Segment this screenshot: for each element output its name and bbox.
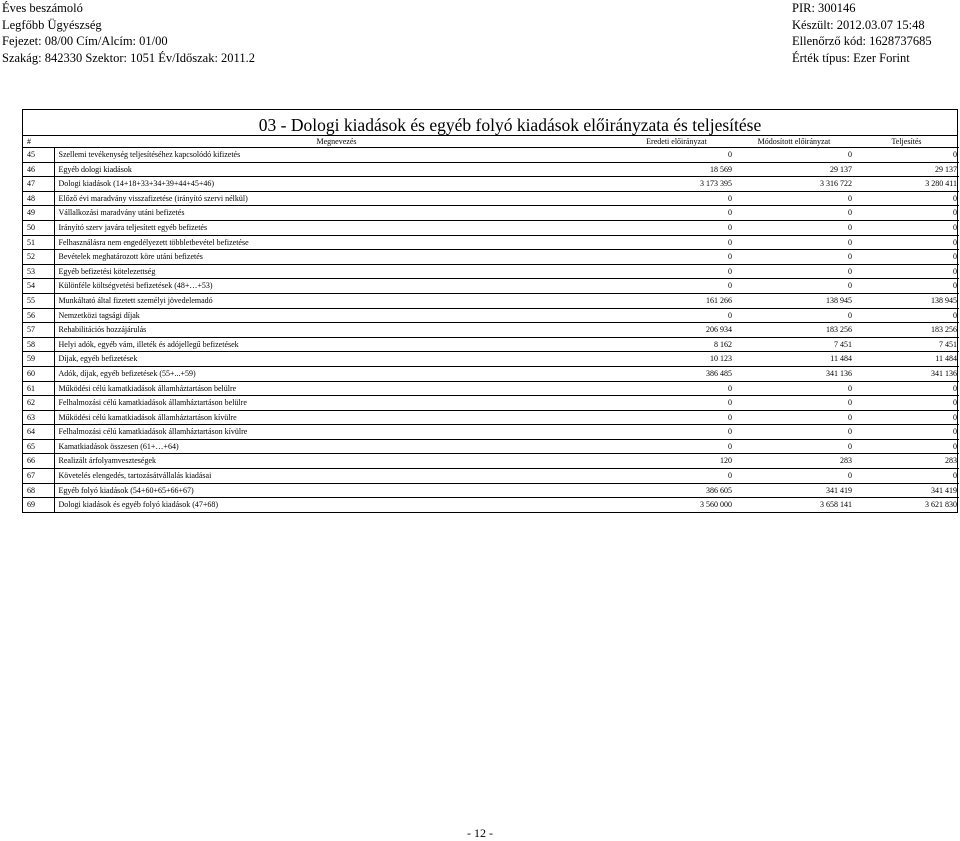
cell-actual: 0 [854,148,959,163]
cell-modified: 283 [734,454,854,469]
cell-actual: 0 [854,191,959,206]
cell-original: 0 [619,425,734,440]
cell-num: 61 [23,381,54,396]
cell-name: Dologi kiadások (14+18+33+34+39+44+45+46) [54,177,619,192]
cell-modified: 341 419 [734,483,854,498]
cell-modified: 0 [734,206,854,221]
cell-num: 57 [23,323,54,338]
table-row [23,191,959,206]
table-row [23,264,959,279]
table-row [23,293,959,308]
cell-modified: 0 [734,264,854,279]
institution-name: Legfőbb Ügyészség [2,17,102,32]
cell-actual: 29 137 [854,162,959,177]
cell-name: Kamatkiadások összesen (61+…+64) [54,439,619,454]
cell-num: 50 [23,220,54,235]
cell-actual: 0 [854,279,959,294]
table-row [23,162,959,177]
cell-original: 0 [619,250,734,265]
cell-name: Egyéb folyó kiadások (54+60+65+66+67) [54,483,619,498]
cell-modified: 0 [734,469,854,484]
cell-actual: 341 419 [854,483,959,498]
cell-name: Követelés elengedés, tartozásátvállalás kiadásai [54,469,619,484]
cell-modified: 3 658 141 [820,500,852,510]
cell-actual: 0 [854,381,959,396]
cell-modified: 11 484 [734,352,854,367]
cell-name: Működési célú kamatkiadások államháztartáson belülre [54,381,619,396]
value-type: Érték típus: Ezer Forint [792,50,910,65]
cell-name: Bevételek meghatározott köre utáni befizetés [54,250,619,265]
column-header-actual: Teljesítés [854,136,959,148]
cell-actual: 0 [854,264,959,279]
cell-original: 0 [619,235,734,250]
cell-original: 0 [619,410,734,425]
cell-original: 0 [619,396,734,411]
cell-original: 0 [619,148,734,163]
cell-num: 65 [23,439,54,454]
table-row [23,148,959,163]
table-row [23,396,959,411]
cell-num: 47 [23,177,54,192]
cell-num: 63 [23,410,54,425]
cell-original: 0 [619,191,734,206]
cell-actual: 0 [854,439,959,454]
report-table [23,136,959,512]
cell-original: 3 560 000 [700,500,732,510]
checksum-code: Ellenőrző kód: 1628737685 [792,34,932,48]
cell-num: 64 [23,425,54,440]
cell-original: 0 [619,220,734,235]
table-row [23,352,959,367]
cell-actual: 3 621 830 [925,500,957,510]
cell-original: 10 123 [619,352,734,367]
cell-name: Egyéb dologi kiadások [54,162,619,177]
cell-modified: 0 [734,410,854,425]
table-row [23,483,959,498]
cell-num: 69 [23,498,54,512]
cell-actual: 283 [854,454,959,469]
table-row [23,279,959,294]
table-row [23,323,959,338]
cell-num: 56 [23,308,54,323]
cell-original: 0 [619,469,734,484]
cell-original: 0 [619,264,734,279]
cell-actual: 0 [854,469,959,484]
chapter-title: Fejezet: 08/00 Cím/Alcím: 01/00 [2,34,168,48]
cell-num: 49 [23,206,54,221]
cell-original: 3 173 395 [619,177,734,192]
cell-actual: 3 280 411 [854,177,959,192]
cell-actual: 0 [854,425,959,440]
cell-actual: 0 [854,250,959,265]
cell-actual: 0 [854,396,959,411]
column-header-name: Megnevezés [54,136,619,148]
cell-num: 59 [23,352,54,367]
table-row [23,410,959,425]
cell-num: 66 [23,454,54,469]
table-row [23,337,959,352]
cell-modified: 0 [734,148,854,163]
cell-name: Irányító szerv javára teljesített egyéb befizetés [54,220,619,235]
cell-name: Különféle költségvetési befizetések (48+…+53) [54,279,619,294]
cell-num: 48 [23,191,54,206]
cell-modified: 341 136 [734,366,854,381]
table-row [23,177,959,192]
cell-modified: 7 451 [734,337,854,352]
cell-num: 68 [23,483,54,498]
cell-modified: 0 [734,308,854,323]
cell-original: 386 485 [619,366,734,381]
cell-name: Helyi adók, egyéb vám, illeték és adójellegű befizetések [54,337,619,352]
cell-name: Felhalmozási célú kamatkiadások államháztartáson kívülre [54,425,619,440]
cell-name: Felhasználásra nem engedélyezett többletbevétel befizetése [54,235,619,250]
header-right [792,0,932,66]
cell-name: Előző évi maradvány visszafizetése (irányító szervi nélkül) [54,191,619,206]
column-header-num: # [23,136,54,148]
cell-num: 51 [23,235,54,250]
cell-name: Vállalkozási maradvány utáni befizetés [54,206,619,221]
cell-name: Szellemi tevékenység teljesítéséhez kapcsolódó kifizetés [54,148,619,163]
cell-name: Realizált árfolyamveszteségek [54,454,619,469]
cell-actual: 138 945 [854,293,959,308]
cell-original: 120 [619,454,734,469]
cell-modified: 29 137 [734,162,854,177]
cell-original: 0 [619,439,734,454]
table-body [23,148,959,512]
cell-actual: 0 [854,235,959,250]
cell-modified: 0 [734,250,854,265]
table-row [23,381,959,396]
cell-original: 0 [619,308,734,323]
cell-name: Adók, díjak, egyéb befizetések (55+...+59) [54,366,619,381]
table-row [23,235,959,250]
cell-modified: 0 [734,439,854,454]
column-header-modified: Módosított előirányzat [734,136,854,148]
report-table-container [22,109,958,513]
cell-modified: 0 [734,235,854,250]
cell-modified: 183 256 [734,323,854,338]
cell-actual: 0 [854,206,959,221]
cell-num: 52 [23,250,54,265]
cell-num: 62 [23,396,54,411]
cell-name: Munkáltató által fizetett személyi jövedelemadó [54,293,619,308]
report-type: Éves beszámoló [2,1,83,15]
cell-name: Rehabilitációs hozzájárulás [54,323,619,338]
cell-original: 0 [619,381,734,396]
table-row [23,454,959,469]
cell-name: Működési célú kamatkiadások államháztartáson kívülre [54,410,619,425]
table-row [23,425,959,440]
cell-name: Dologi kiadások és egyéb folyó kiadások (47+68) [58,500,219,510]
table-header-row [23,136,959,148]
page-number: - 12 - [467,826,493,840]
table-row [23,206,959,221]
cell-original: 18 569 [619,162,734,177]
header-left [2,0,255,66]
cell-modified: 0 [734,425,854,440]
cell-modified: 0 [734,381,854,396]
cell-num: 67 [23,469,54,484]
cell-modified: 138 945 [734,293,854,308]
cell-original: 0 [619,206,734,221]
cell-num: 45 [23,148,54,163]
cell-name: Nemzetközi tagsági díjak [54,308,619,323]
table-row [23,220,959,235]
table-row [23,439,959,454]
cell-num: 58 [23,337,54,352]
cell-name: Felhalmozási célú kamatkiadások államháztartáson belülre [54,396,619,411]
table-row [23,308,959,323]
cell-original: 8 162 [619,337,734,352]
cell-actual: 0 [854,308,959,323]
cell-actual: 7 451 [854,337,959,352]
cell-modified: 0 [734,220,854,235]
cell-actual: 0 [854,220,959,235]
cell-original: 206 934 [619,323,734,338]
sector-period: Szakág: 842330 Szektor: 1051 Év/Időszak: 2011.2 [2,50,255,65]
cell-actual: 183 256 [854,323,959,338]
column-header-original: Eredeti előirányzat [619,136,734,148]
cell-original: 386 605 [619,483,734,498]
cell-original: 161 266 [619,293,734,308]
table-row [23,366,959,381]
cell-modified: 0 [734,396,854,411]
table-row [23,250,959,265]
pir-code: PIR: 300146 [792,1,856,15]
cell-modified: 3 316 722 [734,177,854,192]
cell-name: Egyéb befizetési kötelezettség [54,264,619,279]
cell-num: 46 [23,162,54,177]
table-row [23,498,959,512]
table-row [23,469,959,484]
cell-original: 0 [619,279,734,294]
cell-modified: 0 [734,279,854,294]
cell-actual: 0 [854,410,959,425]
cell-modified: 0 [734,191,854,206]
cell-num: 60 [23,366,54,381]
cell-name: Díjak, egyéb befizetések [54,352,619,367]
cell-num: 53 [23,264,54,279]
cell-actual: 341 136 [854,366,959,381]
created-timestamp: Készült: 2012.03.07 15:48 [792,17,925,32]
cell-actual: 11 484 [854,352,959,367]
cell-num: 54 [23,279,54,294]
cell-num: 55 [23,293,54,308]
report-title: 03 - Dologi kiadások és egyéb folyó kiadások előirányzata és teljesítése [23,110,957,136]
